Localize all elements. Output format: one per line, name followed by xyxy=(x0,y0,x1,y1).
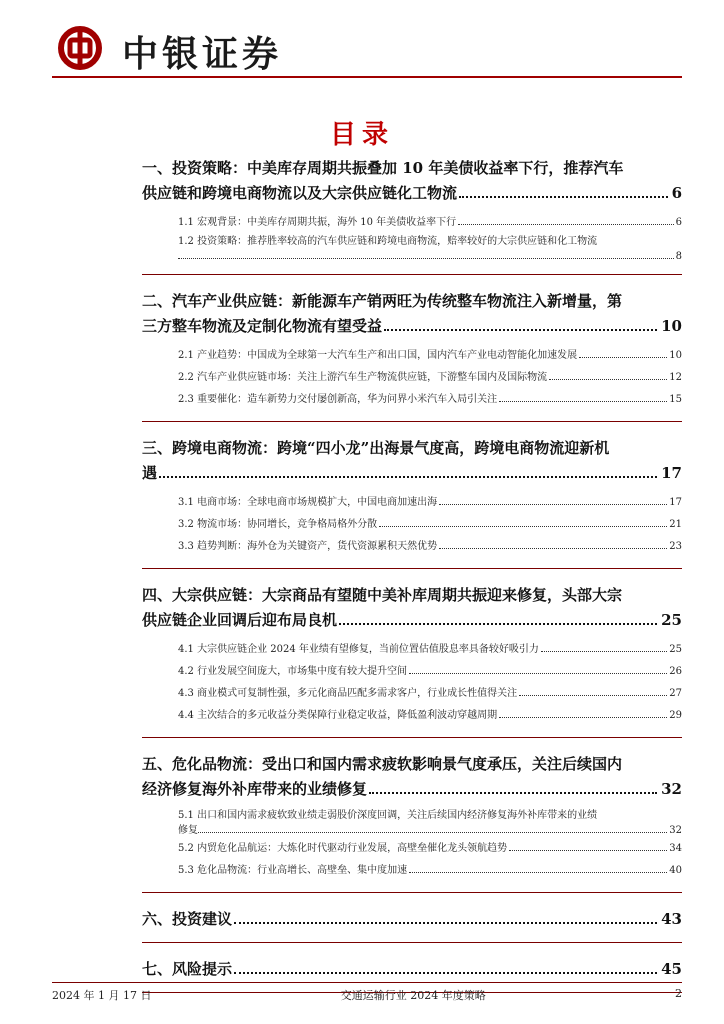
toc-subsection-page[interactable]: 21 xyxy=(669,519,682,530)
toc-subsection-page[interactable]: 32 xyxy=(669,825,682,836)
toc-section-heading-line1[interactable]: 一、投资策略：中美库存周期共振叠加 10 年美债收益率下行，推荐汽车 xyxy=(142,159,624,177)
toc-subsection-text[interactable]: 4.3 商业模式可复制性强，多元化商品匹配多需求客户，行业成长性值得关注 xyxy=(178,688,518,699)
toc-section-heading-text[interactable]: 三方整车物流及定制化物流有望受益 xyxy=(142,317,383,335)
toc-subsection[interactable] xyxy=(142,838,682,860)
toc-subsection-text[interactable]: 5.1 出口和国内需求疲软致业绩走弱股价深度回调，关注后续国内经济修复海外补库带来的业绩 xyxy=(178,810,598,821)
toc-section-heading-text[interactable]: 供应链和跨境电商物流以及大宗供应链化工物流 xyxy=(142,184,458,202)
toc-title: 目录 xyxy=(329,120,394,150)
toc-section-heading[interactable] xyxy=(142,608,682,633)
toc-subsection[interactable] xyxy=(142,389,682,411)
leader-dots xyxy=(439,504,667,505)
footer-page-number: 2 xyxy=(674,987,682,1000)
leader-dots xyxy=(519,695,667,696)
toc-subsection-text[interactable]: 4.4 主次结合的多元收益分类保障行业稳定收益，降低盈利波动穿越周期 xyxy=(178,710,498,721)
table-of-contents xyxy=(142,156,682,1007)
leader-dots xyxy=(198,832,667,833)
toc-section-heading-text[interactable]: 七、风险提示 xyxy=(142,960,233,978)
toc-section-page[interactable]: 45 xyxy=(661,960,682,978)
toc-subsection-page[interactable]: 26 xyxy=(669,666,682,677)
toc-subsection[interactable] xyxy=(142,705,682,727)
toc-section-heading[interactable] xyxy=(142,777,682,802)
toc-subsection[interactable] xyxy=(142,536,682,558)
leader-dots xyxy=(509,850,667,851)
leader-dots xyxy=(549,379,667,380)
toc-section-heading[interactable] xyxy=(142,314,682,339)
toc-subsection-text[interactable]: 5.2 内贸危化品航运：大炼化时代驱动行业发展，高壁垒催化龙头领航趋势 xyxy=(178,843,508,854)
toc-section-heading-line1[interactable]: 四、大宗供应链：大宗商品有望随中美补库周期共振迎来修复，头部大宗 xyxy=(142,586,623,604)
leader-dots xyxy=(178,258,674,259)
toc-section-page[interactable]: 17 xyxy=(661,464,682,482)
toc-subsection-page[interactable]: 8 xyxy=(675,251,682,262)
toc-section-page[interactable]: 10 xyxy=(661,317,682,335)
toc-section-heading[interactable] xyxy=(142,907,682,932)
toc-section[interactable] xyxy=(142,907,682,943)
header-rule xyxy=(52,76,682,78)
toc-section-heading[interactable] xyxy=(142,181,682,206)
toc-section-heading-text[interactable]: 供应链企业回调后迎布局良机 xyxy=(142,611,338,629)
toc-subsection-text[interactable]: 4.2 行业发展空间庞大，市场集中度有较大提升空间 xyxy=(178,666,408,677)
toc-subsection-text[interactable]: 1.1 宏观背景：中美库存周期共振，海外 10 年美债收益率下行 xyxy=(178,217,457,228)
leader-dots xyxy=(409,872,667,873)
leader-dots xyxy=(339,623,657,625)
toc-subsection-text[interactable]: 2.1 产业趋势：中国成为全球第一大汽车生产和出口国，国内汽车产业电动智能化加速发展 xyxy=(178,350,578,361)
toc-subsection[interactable] xyxy=(142,860,682,882)
leader-dots xyxy=(459,196,668,198)
toc-subsection-text[interactable]: 4.1 大宗供应链企业 2024 年业绩有望修复，当前位置估值股息率具备较好吸引力 xyxy=(178,644,539,655)
toc-subsection-page[interactable]: 15 xyxy=(669,394,682,405)
toc-subsection[interactable] xyxy=(142,367,682,389)
toc-subsection-text[interactable]: 2.2 汽车产业供应链市场：关注上游汽车生产物流供应链，下游整车国内及国际物流 xyxy=(178,372,548,383)
toc-section-heading-text[interactable]: 经济修复海外补库带来的业绩修复 xyxy=(142,780,368,798)
leader-dots xyxy=(458,224,673,225)
toc-subsection-page[interactable]: 34 xyxy=(669,843,682,854)
toc-section-heading-line1[interactable]: 五、危化品物流：受出口和国内需求疲软影响景气度承压，关注后续国内 xyxy=(142,755,623,773)
toc-subsection[interactable] xyxy=(142,212,682,234)
leader-dots xyxy=(499,717,667,718)
footer-date: 2024 年 1 月 17 日 xyxy=(52,989,152,1002)
leader-dots xyxy=(234,922,657,924)
toc-section-heading[interactable] xyxy=(142,461,682,486)
bank-of-china-logo-icon xyxy=(58,26,118,70)
toc-section-page[interactable]: 25 xyxy=(661,611,682,629)
header xyxy=(52,20,682,80)
toc-subsection-page[interactable]: 40 xyxy=(669,865,682,876)
toc-subsection-page[interactable]: 17 xyxy=(669,497,682,508)
toc-subsection[interactable] xyxy=(142,808,682,838)
toc-section[interactable] xyxy=(142,436,682,569)
toc-subsection[interactable] xyxy=(142,514,682,536)
toc-section-page[interactable]: 32 xyxy=(661,780,682,798)
leader-dots xyxy=(384,329,657,331)
toc-section[interactable] xyxy=(142,156,682,275)
toc-subsection-page[interactable]: 25 xyxy=(669,644,682,655)
toc-section[interactable] xyxy=(142,583,682,738)
toc-subsection[interactable] xyxy=(142,345,682,367)
toc-subsection[interactable] xyxy=(142,683,682,705)
toc-subsection-text[interactable]: 1.2 投资策略：推荐胜率较高的汽车供应链和跨境电商物流，赔率较好的大宗供应链和化工物流 xyxy=(178,236,598,247)
toc-subsection[interactable] xyxy=(142,639,682,661)
toc-subsection[interactable] xyxy=(142,492,682,514)
leader-dots xyxy=(234,972,657,974)
leader-dots xyxy=(499,401,667,402)
leader-dots xyxy=(579,357,667,358)
footer xyxy=(52,982,682,1003)
toc-subsection-text[interactable]: 2.3 重要催化：造车新势力交付屡创新高，华为问界小米汽车入局引关注 xyxy=(178,394,498,405)
toc-subsection-page[interactable]: 27 xyxy=(669,688,682,699)
toc-subsection-text[interactable]: 3.1 电商市场：全球电商市场规模扩大，中国电商加速出海 xyxy=(178,497,438,508)
leader-dots xyxy=(439,548,667,549)
toc-subsection-text[interactable]: 3.2 物流市场：协同增长，竞争格局格外分散 xyxy=(178,519,378,530)
leader-dots xyxy=(379,526,667,527)
toc-subsection-page[interactable]: 23 xyxy=(669,541,682,552)
toc-section-heading-text[interactable]: 遇 xyxy=(142,464,158,482)
toc-subsection-text-cont[interactable]: 修复 xyxy=(178,825,198,836)
toc-section[interactable] xyxy=(142,289,682,422)
toc-subsection-page[interactable]: 6 xyxy=(675,217,682,228)
toc-section-page[interactable]: 6 xyxy=(671,184,682,202)
leader-dots xyxy=(541,651,667,652)
toc-subsection-page[interactable]: 12 xyxy=(669,372,682,383)
toc-subsection-page[interactable]: 29 xyxy=(669,710,682,721)
toc-section-heading-line1[interactable]: 二、汽车产业供应链：新能源车产销两旺为传统整车物流注入新增量，第 xyxy=(142,292,623,310)
brand-name: 中银证券 xyxy=(122,34,283,75)
toc-section-page[interactable]: 43 xyxy=(661,910,682,928)
toc-section-heading[interactable] xyxy=(142,957,682,982)
toc-section-heading-text[interactable]: 六、投资建议 xyxy=(142,910,233,928)
toc-subsection-text[interactable]: 5.3 危化品物流：行业高增长、高壁垒、集中度加速 xyxy=(178,865,408,876)
footer-title: 交通运输行业 2024 年度策略 xyxy=(340,989,486,1002)
toc-subsection[interactable] xyxy=(142,234,682,264)
toc-subsection-page[interactable]: 10 xyxy=(669,350,682,361)
leader-dots xyxy=(159,476,657,478)
toc-subsection[interactable] xyxy=(142,661,682,683)
leader-dots xyxy=(409,673,667,674)
toc-section[interactable] xyxy=(142,752,682,893)
toc-subsection-text[interactable]: 3.3 趋势判断：海外仓为关键资产，货代资源累积天然优势 xyxy=(178,541,438,552)
toc-section-heading-line1[interactable]: 三、跨境电商物流：跨境“四小龙”出海景气度高，跨境电商物流迎新机 xyxy=(142,439,610,457)
leader-dots xyxy=(369,792,657,794)
